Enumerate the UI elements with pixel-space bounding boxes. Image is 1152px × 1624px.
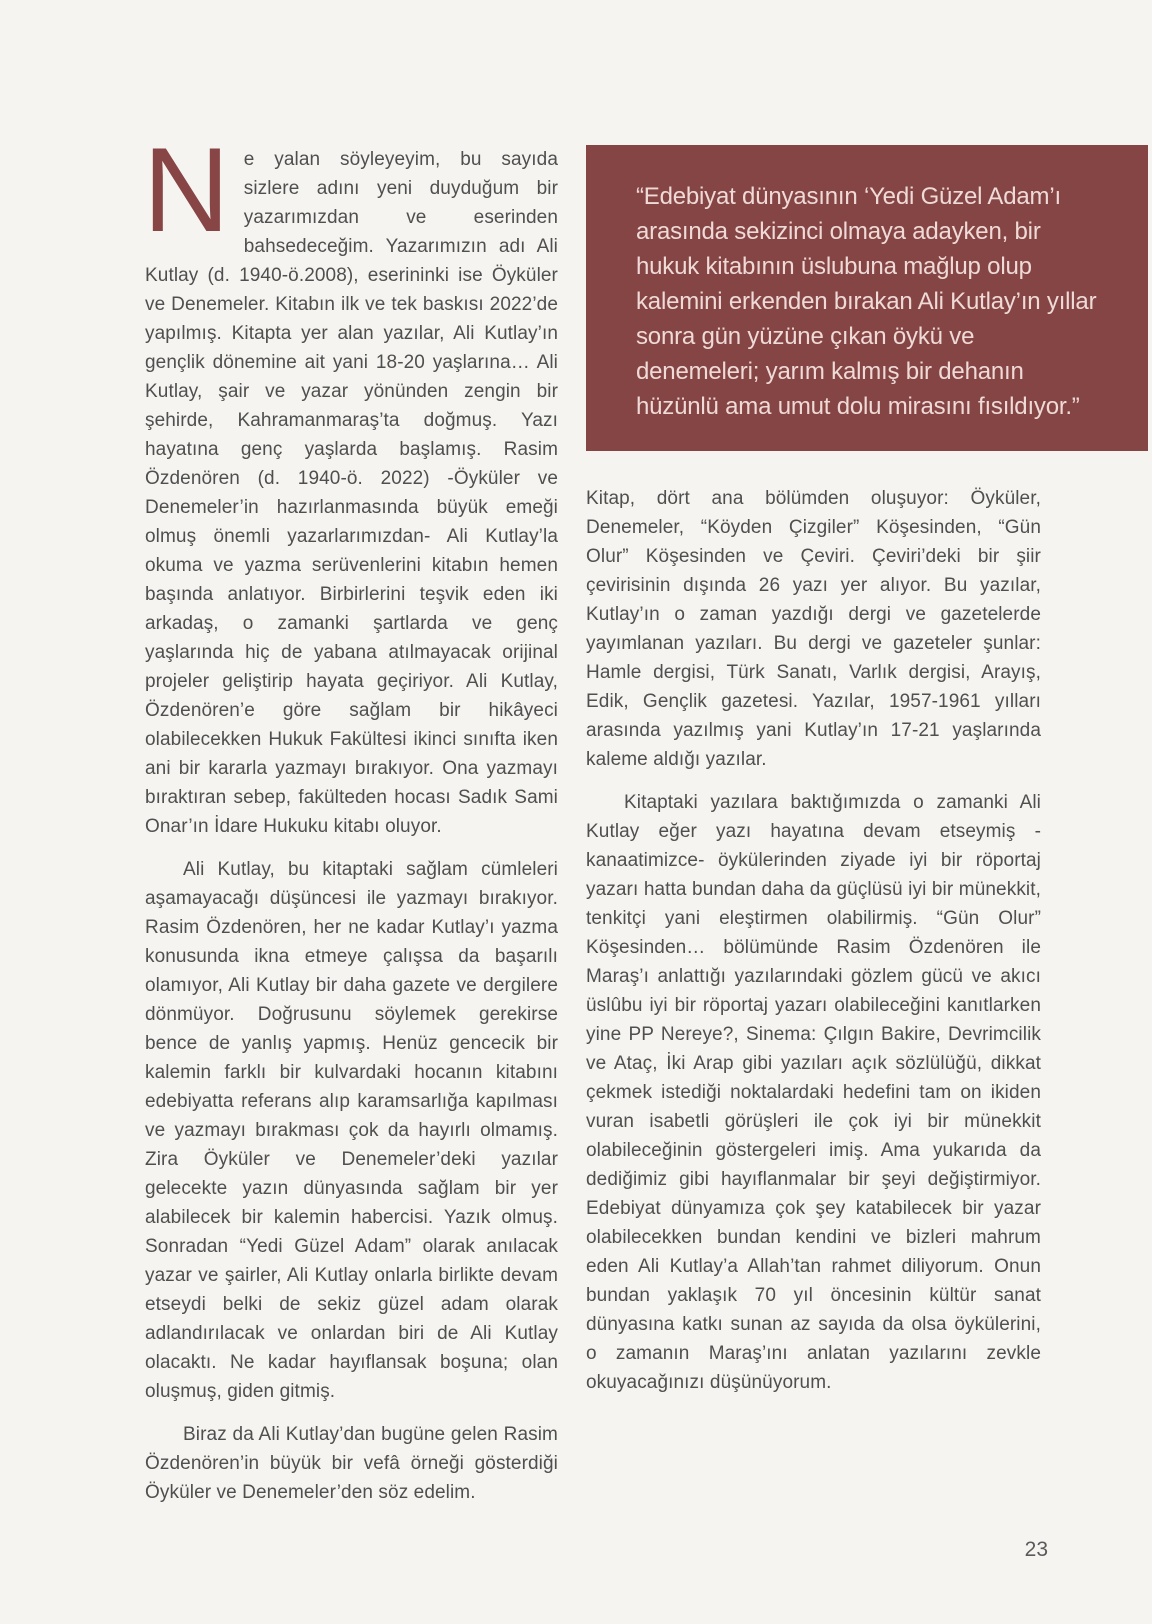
paragraph-text: e yalan söyleyeyim, bu sayıda sizlere adını yeni duyduğum bir yazarımızdan ve eserinden bahsedeceğim. Yazarımızın adı Ali Kutlay (d. 1940-ö.2008), eserininki ise Öyküler ve Denemeler. Kitabın ilk ve tek baskısı 2022’de yapılmış. Kitapta yer alan yazılar, Ali Kutlay’ın gençlik dönemine ait yani 18-20 yaşlarına… Ali Kutlay, şair ve yazar yönünden zengin bir şehirde, Kahramanmaraş’ta doğmuş. Yazı hayatına genç yaşlarda başlamış. Rasim Özdenören (d. 1940-ö. 2022) -Öyküler ve Denemeler’in hazırlanmasında büyük emeği olmuş önemli yazarlarımızdan- Ali Kutlay’la okuma ve yazma serüvenlerini kitabın hemen başında anlatıyor. Birbirlerini teşvik eden iki arkadaş, o zamanki şartlarda ve genç yaşlarında hiç de yabana atılmayacak orijinal projeler geliştirip hayata geçiriyor. Ali Kutlay, Özdenören’e göre sağlam bir hikâyeci olabilecekken Hukuk Fakültesi ikinci sınıfta iken ani bir kararla yazmayı bırakıyor. Ona yazmayı bıraktıran sebep, fakülteden hocası Sadık Sami Onar’ın İdare Hukuku kitabı oluyor. [145,149,558,837]
pull-quote-box [586,145,1148,451]
body-paragraph: Kitaptaki yazılara baktığımızda o zamanki Ali Kutlay eğer yazı hayatına devam etseymiş -kanaatimizce- öykülerinden ziyade iyi bir röportaj yazarı hatta bundan daha da güçlüsü iyi bir münekkit, tenkitçi yani eleştirmen olabilirmiş. “Gün Olur” Köşesinden… bölümünde Rasim Özdenören ile Maraş’ı anlattığı yazılarındaki gözlem gücü ve akıcı üslûbu iyi bir röportaj yazarı olabileceğini kanıtlarken yine PP Nereye?, Sinema: Çılgın Bakire, Devrimcilik ve Ataç, İki Arap gibi yazıları açık sözlülüğü, dikkat çekmek istediği noktalardaki hedefini tam on ikiden vuran isabetli görüşleri ile çok iyi bir münekkit olabileceğinin göstergeleri imiş. Ama yukarıda da dediğimiz gibi hayıflanmalar bir şeyi değiştirmiyor. Edebiyat dünyamıza çok şey katabilecek bir yazar olabilecekken bundan kendini ve bizleri mahrum eden Ali Kutlay’a Allah’tan rahmet diliyorum. Onun bundan yaklaşık 70 yıl öncesinin kültür sanat dünyasına katkı sunan az sayıda da olsa öykülerini, o zamanın Maraş’ını anlatan yazılarını zevkle okuyacağınızı düşünüyorum. [586,792,1041,1393]
body-paragraph: Kitap, dört ana bölümden oluşuyor: Öyküler, Denemeler, “Köyden Çizgiler” Köşesinden, “Gün Olur” Köşesinden ve Çeviri. Çeviri’deki bir şiir çevirisinin dışında 26 yazı yer alıyor. Bu yazılar, Kutlay’ın o zaman yazdığı dergi ve gazetelerde yayımlanan yazıları. Bu dergi ve gazeteler şunlar: Hamle dergisi, Türk Sanatı, Varlık dergisi, Arayış, Edik, Gençlik gazetesi. Yazılar, 1957-1961 yılları arasında yazılmış yani Kutlay’ın 17-21 yaşlarında kaleme aldığı yazılar. [586,488,1041,770]
left-column [143,123,558,1507]
body-paragraph: Biraz da Ali Kutlay’dan bugüne gelen Rasim Özdenören’in büyük bir vefâ örneği gösterdiği Öyküler ve Denemeler’den söz edelim. [145,1424,558,1503]
drop-cap: N [143,123,230,257]
body-paragraph: Ali Kutlay, bu kitaptaki sağlam cümleleri aşamayacağı düşüncesi ile yazmayı bırakıyor. Rasim Özdenören, her ne kadar Kutlay’ı yazma konusunda ikna etmeye çalışsa da başarılı olamıyor, Ali Kutlay bir daha gazete ve dergilere dönmüyor. Doğrusunu söylemek gerekirse bence de yanlış yapmış. Henüz gencecik bir kalemin farklı bir kulvardaki hocanın kitabını edebiyatta referans alıp karamsarlığa kapılması ve yazmayı bırakması çok da hayırlı olmamış. Zira Öyküler ve Denemeler’deki yazılar gelecekte yazın dünyasında sağlam bir yer alabilecek bir kalemin habercisi. Yazık olmuş. Sonradan “Yedi Güzel Adam” olarak anılacak yazar ve şairler, Ali Kutlay onlarla birlikte devam etseydi belki de sekiz güzel adam olarak adlandırılacak ve onlardan biri de Ali Kutlay olacaktı. Ne kadar hayıflansak boşuna; olan oluşmuş, giden gitmiş. [145,859,558,1402]
pull-quote-text: “Edebiyat dünyasının ‘Yedi Güzel Adam’ı arasında sekizinci olmaya adayken, bir hukuk kitabının üslubuna mağlup olup kalemini erkenden bırakan Ali Kutlay’ın yıllar sonra gün yüzüne çıkan öykü ve denemeleri; yarım kalmış bir dehanın hüzünlü ama umut dolu mirasını fısıldıyor.” [636,183,1097,420]
right-column [586,145,1152,1397]
body-paragraph [143,123,558,841]
page-number: 23 [1024,1538,1048,1561]
